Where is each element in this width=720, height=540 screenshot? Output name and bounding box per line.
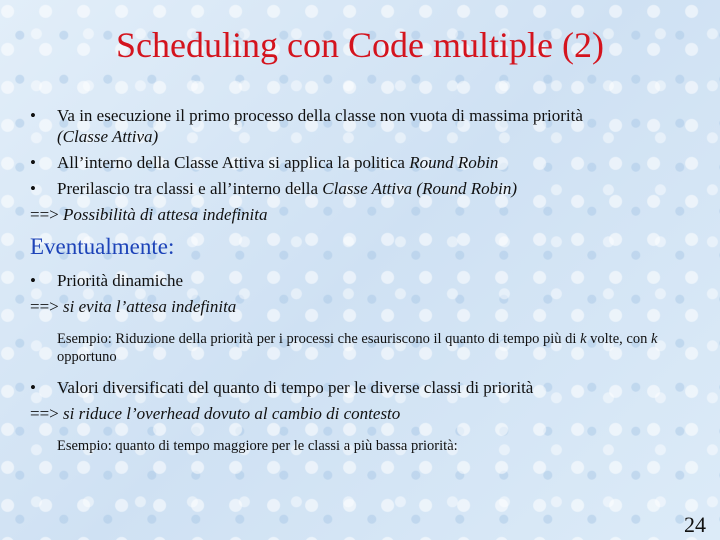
item-text: Va in esecuzione il primo processo della classe non vuota di massima priorità [57,106,583,125]
arrow-icon: ==> [30,404,59,423]
arrow-icon: ==> [30,205,59,224]
example-text: Esempio: quanto di tempo maggiore per le classi a più bassa priorità: [57,438,458,454]
example-var: k [650,331,658,347]
subheading: Eventualmente: [30,234,175,259]
bullet-icon: • [30,153,36,172]
item-text: All’interno della Classe Attiva si applica la politica [57,153,405,172]
example-part: Esempio: Riduzione della priorità per i processi che esauriscono il quanto di tempo più di [57,331,577,347]
arrow-line [30,204,700,225]
bullet-icon: • [30,106,36,125]
arrow-line [30,296,700,317]
bullet-icon: • [30,179,36,198]
example-part: opportuno [57,349,117,365]
page-number: 24 [684,512,706,537]
item-italic: (Classe Attiva) [57,127,159,146]
list-item [30,377,700,398]
item-text: Prerilascio tra classi e all’interno della [57,179,319,198]
bullet-icon: • [30,378,36,397]
list-item [30,152,700,173]
bullet-list-main [30,105,700,225]
example-var: k [580,331,587,347]
item-italic: Round Robin [409,153,499,172]
bullet-icon: • [30,271,36,290]
item-text: Priorità dinamiche [57,271,184,290]
item-italic: Classe Attiva (Round Robin) [322,179,517,198]
arrow-text: Possibilità di attesa indefinita [63,205,268,224]
list-item [30,178,700,199]
arrow-text: si riduce l’overhead dovuto al cambio di contesto [63,404,401,423]
list-item [30,270,700,291]
arrow-text: si evita l’attesa indefinita [63,297,237,316]
bullet-list-secondary [30,270,700,455]
example-text [30,330,700,366]
item-text: Valori diversificati del quanto di tempo per le diverse classi di priorità [57,378,534,397]
example-part: volte, con [590,331,648,347]
list-item [30,105,700,147]
arrow-icon: ==> [30,297,59,316]
arrow-line [30,403,700,424]
slide-title: Scheduling con Code multiple (2) [116,25,604,65]
